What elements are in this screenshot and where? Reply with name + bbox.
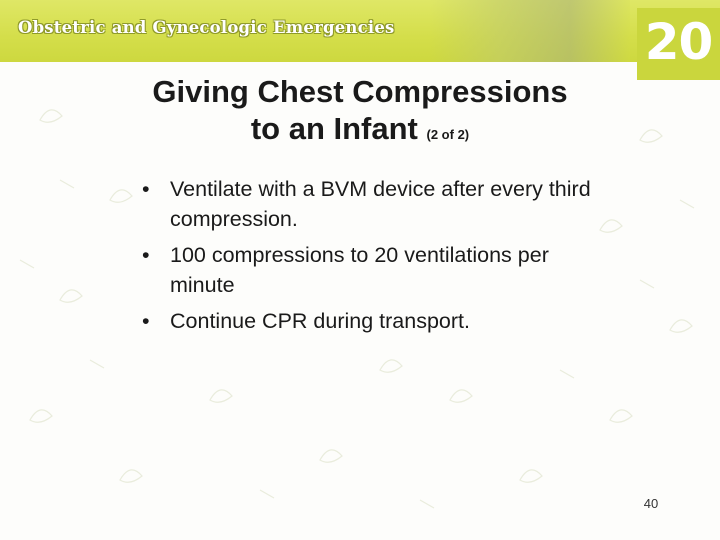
bullet-marker: • [142, 309, 150, 333]
bullet-marker: • [142, 243, 150, 267]
bullet-marker: • [142, 177, 150, 201]
banner-photo [430, 0, 630, 62]
chapter-title: Obstetric and Gynecologic Emergencies [18, 18, 395, 37]
slide-title [100, 73, 620, 153]
bullet-item [140, 240, 600, 300]
header-banner [0, 0, 720, 62]
chapter-number: 20 [644, 13, 713, 71]
slide-title-line2: to an Infant [250, 111, 418, 146]
bullet-item [140, 174, 600, 234]
page-number: 40 [643, 496, 659, 511]
bullet-text: Continue CPR during transport. [170, 309, 470, 333]
slide-title-line1: Giving Chest Compressions [152, 74, 568, 109]
bullet-text: Ventilate with a BVM device after every third compression. [170, 177, 591, 231]
bullet-list [140, 174, 600, 342]
chapter-number-box [637, 8, 720, 80]
slide-title-suffix: (2 of 2) [426, 127, 470, 142]
bullet-item [140, 306, 600, 336]
bullet-text: 100 compressions to 20 ventilations per minute [170, 243, 549, 297]
